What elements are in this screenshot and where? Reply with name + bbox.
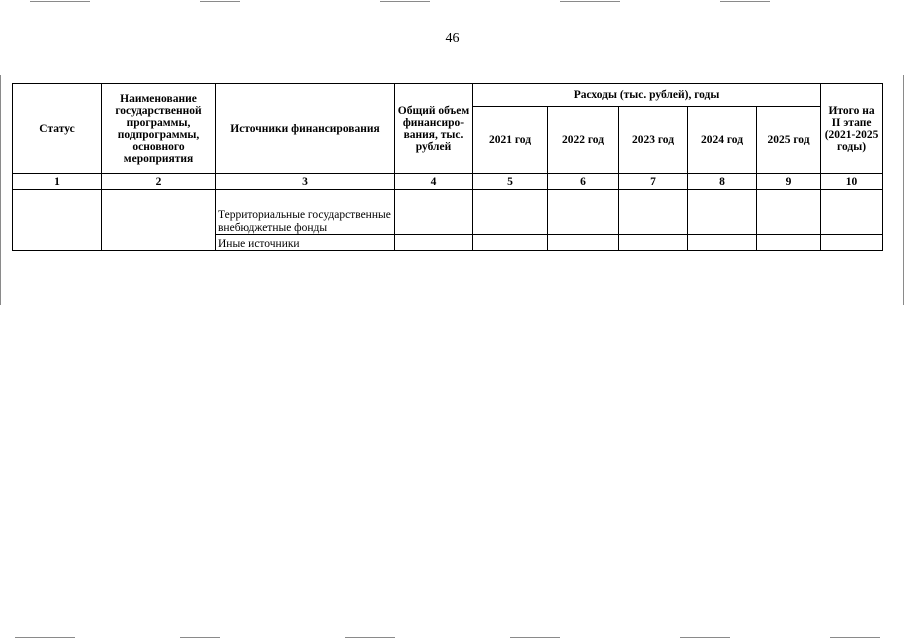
- value-cell: [757, 190, 821, 235]
- value-cell: [473, 235, 548, 251]
- scan-artifact-bottom-line: [345, 637, 395, 638]
- value-cell: [821, 235, 883, 251]
- column-number: 8: [688, 174, 757, 190]
- header-year: 2025 год: [757, 107, 821, 174]
- scan-artifact-top-line: [720, 1, 770, 2]
- column-number-row: [13, 174, 883, 190]
- scan-artifact-left-edge: [0, 75, 1, 305]
- value-cell: [619, 235, 688, 251]
- column-number: 10: [821, 174, 883, 190]
- header-year: 2023 год: [619, 107, 688, 174]
- funding-source-cell: Иные источники: [216, 235, 395, 251]
- scan-artifact-bottom-line: [180, 637, 220, 638]
- column-number: 4: [395, 174, 473, 190]
- scan-artifact-right-edge: [903, 75, 904, 305]
- value-cell: [473, 190, 548, 235]
- program-name-cell: [102, 190, 216, 251]
- value-cell: [688, 235, 757, 251]
- scan-artifact-bottom-line: [680, 637, 730, 638]
- column-number: 5: [473, 174, 548, 190]
- column-number: 1: [13, 174, 102, 190]
- header-status: Статус: [13, 84, 102, 174]
- scan-artifact-top-line: [30, 1, 90, 2]
- budget-table: [12, 83, 883, 251]
- header-total-volume: Общий объем финансиро-вания, тыс. рублей: [395, 84, 473, 174]
- column-number: 7: [619, 174, 688, 190]
- header-stage-total: Итого на II этапе (2021-2025 годы): [821, 84, 883, 174]
- value-cell: [395, 190, 473, 235]
- column-number: 2: [102, 174, 216, 190]
- header-funding-sources: Источники финансирования: [216, 84, 395, 174]
- value-cell: [821, 190, 883, 235]
- header-year: 2021 год: [473, 107, 548, 174]
- value-cell: [548, 235, 619, 251]
- scan-artifact-top-line: [200, 1, 240, 2]
- header-program-name: Наименование государственной программы, подпрограммы, основного мероприятия: [102, 84, 216, 174]
- table-row: [13, 190, 883, 235]
- header-year: 2022 год: [548, 107, 619, 174]
- funding-source-cell: Территориальные государственные внебюджетные фонды: [216, 190, 395, 235]
- value-cell: [619, 190, 688, 235]
- column-number: 3: [216, 174, 395, 190]
- scan-artifact-top-line: [380, 1, 430, 2]
- value-cell: [757, 235, 821, 251]
- value-cell: [548, 190, 619, 235]
- status-cell: [13, 190, 102, 251]
- scan-artifact-top-line: [560, 1, 620, 2]
- scan-artifact-bottom-line: [830, 637, 880, 638]
- value-cell: [395, 235, 473, 251]
- value-cell: [688, 190, 757, 235]
- page-number: 46: [445, 31, 460, 46]
- header-year: 2024 год: [688, 107, 757, 174]
- scan-artifact-bottom-line: [510, 637, 560, 638]
- header-expenses-group: Расходы (тыс. рублей), годы: [473, 84, 821, 107]
- column-number: 6: [548, 174, 619, 190]
- column-number: 9: [757, 174, 821, 190]
- scan-artifact-bottom-line: [15, 637, 75, 638]
